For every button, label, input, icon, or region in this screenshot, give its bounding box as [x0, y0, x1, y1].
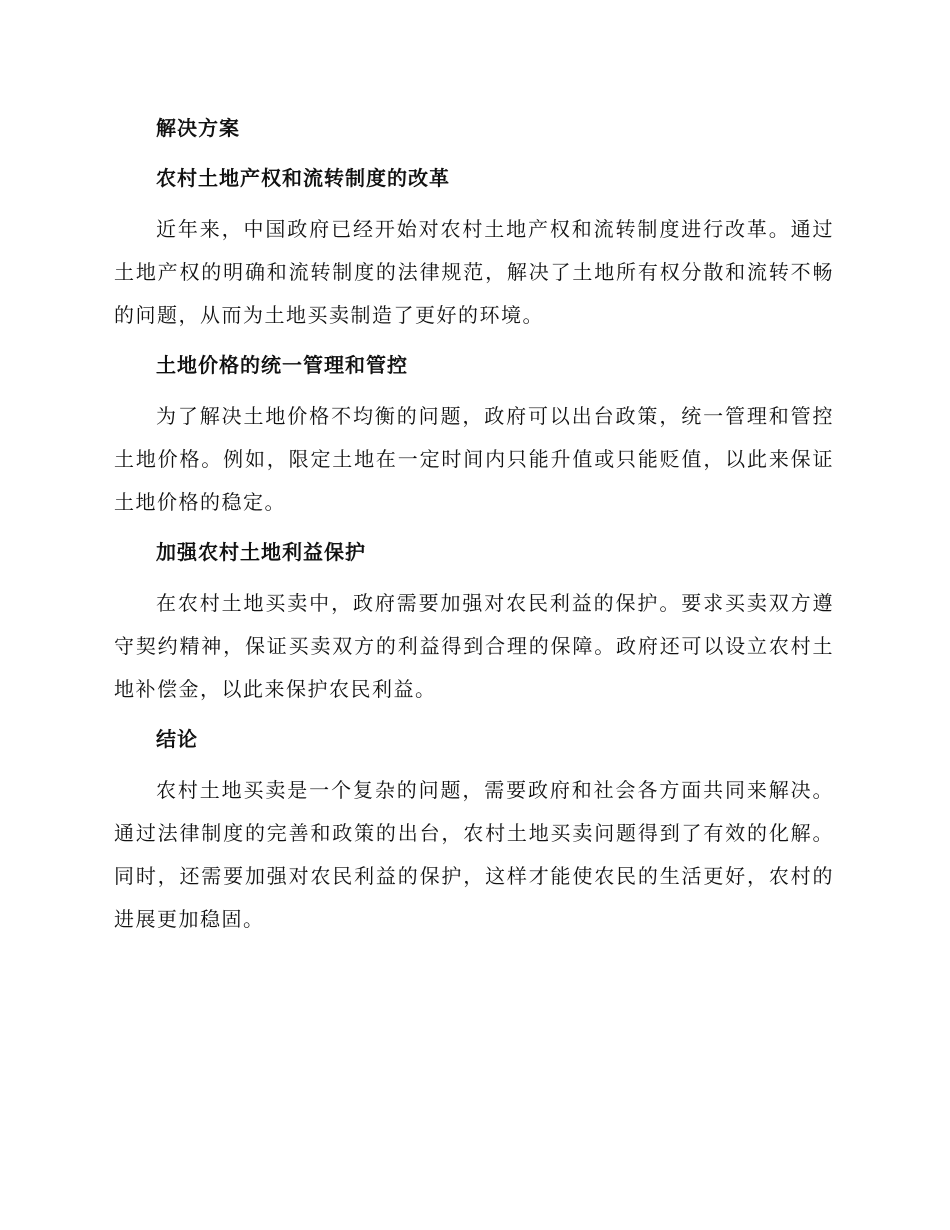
heading-interest-protection: 加强农村土地利益保护: [156, 540, 366, 564]
heading-conclusion: 结论: [156, 727, 198, 751]
heading-land-price-control: 土地价格的统一管理和管控: [156, 353, 408, 377]
paragraph-land-rights-reform: 近年来，中国政府已经开始对农村土地产权和流转制度进行改革。通过土地产权的明确和流转制度的法律规范，解决了土地所有权分散和流转不畅的问题，从而为土地买卖制造了更好的环境。: [114, 217, 834, 327]
heading-solution: 解决方案: [156, 116, 240, 140]
paragraph-interest-protection: 在农村土地买卖中，政府需要加强对农民利益的保护。要求买卖双方遵守契约精神，保证买卖双方的利益得到合理的保障。政府还可以设立农村土地补偿金，以此来保护农民利益。: [114, 591, 834, 701]
paragraph-land-price-control: 为了解决土地价格不均衡的问题，政府可以出台政策，统一管理和管控土地价格。例如，限定土地在一定时间内只能升值或只能贬值，以此来保证土地价格的稳定。: [114, 404, 834, 514]
heading-land-rights-reform: 农村土地产权和流转制度的改革: [156, 166, 450, 190]
document-page: [114, 108, 834, 941]
paragraph-conclusion: 农村土地买卖是一个复杂的问题，需要政府和社会各方面共同来解决。通过法律制度的完善和政策的出台，农村土地买卖问题得到了有效的化解。同时，还需要加强对农民利益的保护，这样才能使农民的生活更好，农村的进展更加稳固。: [114, 778, 834, 931]
